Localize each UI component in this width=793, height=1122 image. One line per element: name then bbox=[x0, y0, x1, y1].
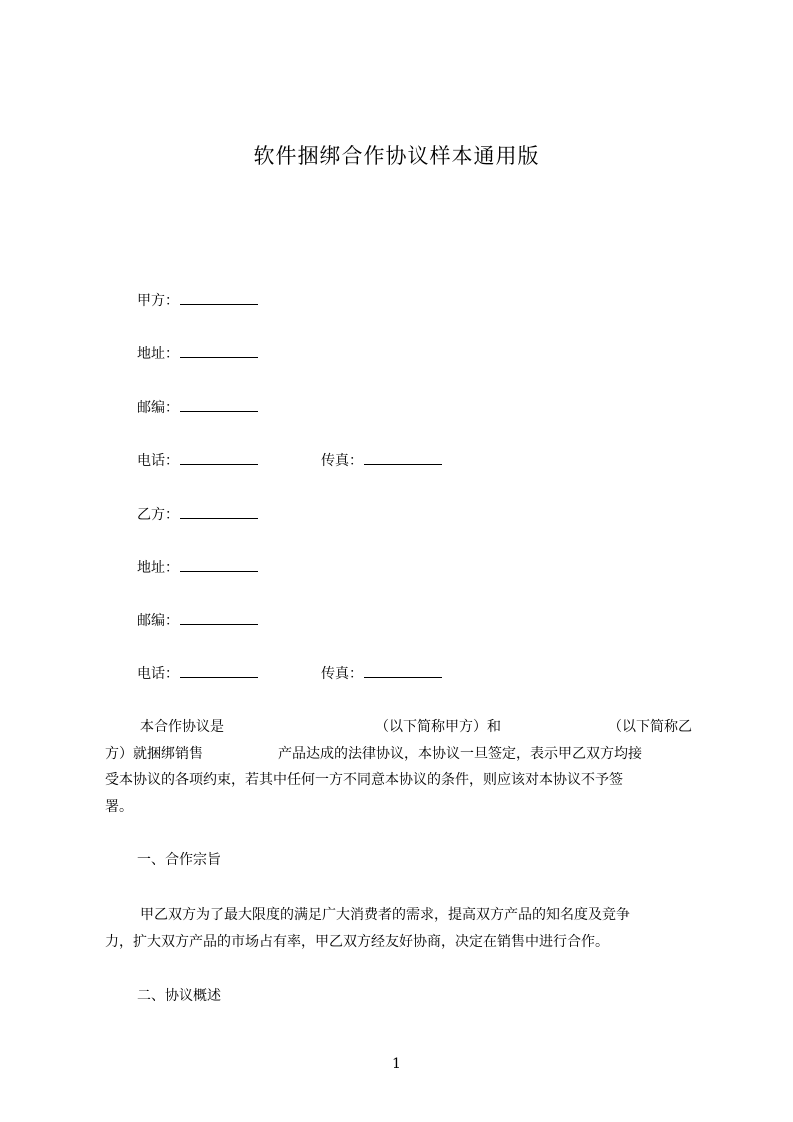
party-b-phone-label: 电话： bbox=[137, 666, 179, 682]
party-b-phone-blank bbox=[180, 663, 258, 678]
party-b-postcode-blank bbox=[180, 610, 258, 625]
document-title: 软件捆绑合作协议样本通用版 bbox=[253, 144, 540, 168]
party-b-fax-label: 传真： bbox=[321, 666, 363, 682]
party-b-fax-field bbox=[321, 663, 442, 684]
party-b-postcode-field bbox=[137, 610, 258, 630]
intro-line-2 bbox=[105, 741, 701, 768]
intro-line-3: 受本协议的各项约束，若其中任何一方不同意本协议的条件，则应该对本协议不予签 bbox=[105, 772, 623, 788]
party-a-fax-label: 传真： bbox=[321, 453, 363, 469]
page-number: 1 bbox=[392, 1056, 401, 1072]
party-b-phone-field bbox=[137, 663, 363, 683]
intro-line-1 bbox=[105, 714, 701, 741]
party-a-name-blank bbox=[180, 290, 258, 305]
party-b-address-field bbox=[137, 557, 258, 577]
section-1-paragraph bbox=[105, 902, 701, 955]
section-2-heading: 二、协议概述 bbox=[137, 988, 221, 1004]
intro-line-1-part-1: 本合作协议是 bbox=[140, 719, 224, 735]
party-a-address-label: 地址： bbox=[137, 346, 179, 362]
party-a-phone-blank bbox=[180, 450, 258, 465]
party-b-address-blank bbox=[180, 557, 258, 572]
intro-line-1-part-2: （以下简称甲方）和 bbox=[375, 719, 501, 735]
party-b-postcode-label: 邮编： bbox=[137, 613, 179, 629]
party-a-fax-field bbox=[321, 450, 442, 471]
party-b-name-label: 乙方： bbox=[137, 507, 179, 523]
intro-line-4: 署。 bbox=[105, 798, 133, 815]
party-a-address-blank bbox=[180, 343, 258, 358]
intro-line-2-part-2: 产品达成的法律协议，本协议一旦签定，表示甲乙双方均接 bbox=[278, 745, 642, 762]
party-b-name-field bbox=[137, 504, 258, 524]
party-a-fax-blank bbox=[364, 450, 442, 465]
party-a-name-field bbox=[137, 290, 258, 310]
intro-line-1-part-3: （以下简称乙 bbox=[608, 719, 692, 735]
party-b-fax-blank bbox=[364, 663, 442, 678]
party-a-name-label: 甲方： bbox=[137, 293, 179, 309]
intro-line-2-part-1: 方）就捆绑销售 bbox=[105, 745, 203, 762]
party-a-address-field bbox=[137, 343, 258, 363]
party-a-postcode-label: 邮编： bbox=[137, 400, 179, 416]
party-a-phone-field bbox=[137, 450, 363, 470]
party-b-name-blank bbox=[180, 504, 258, 519]
section-1-heading: 一、合作宗旨 bbox=[137, 852, 221, 868]
intro-paragraph bbox=[105, 714, 701, 820]
party-b-address-label: 地址： bbox=[137, 560, 179, 576]
party-a-postcode-blank bbox=[180, 397, 258, 412]
section-1-line-1: 甲乙双方为了最大限度的满足广大消费者的需求，提高双方产品的知名度及竞争 bbox=[140, 907, 630, 923]
party-a-postcode-field bbox=[137, 397, 258, 417]
party-a-phone-label: 电话： bbox=[137, 453, 179, 469]
section-1-line-2: 力，扩大双方产品的市场占有率，甲乙双方经友好协商，决定在销售中进行合作。 bbox=[105, 933, 609, 950]
